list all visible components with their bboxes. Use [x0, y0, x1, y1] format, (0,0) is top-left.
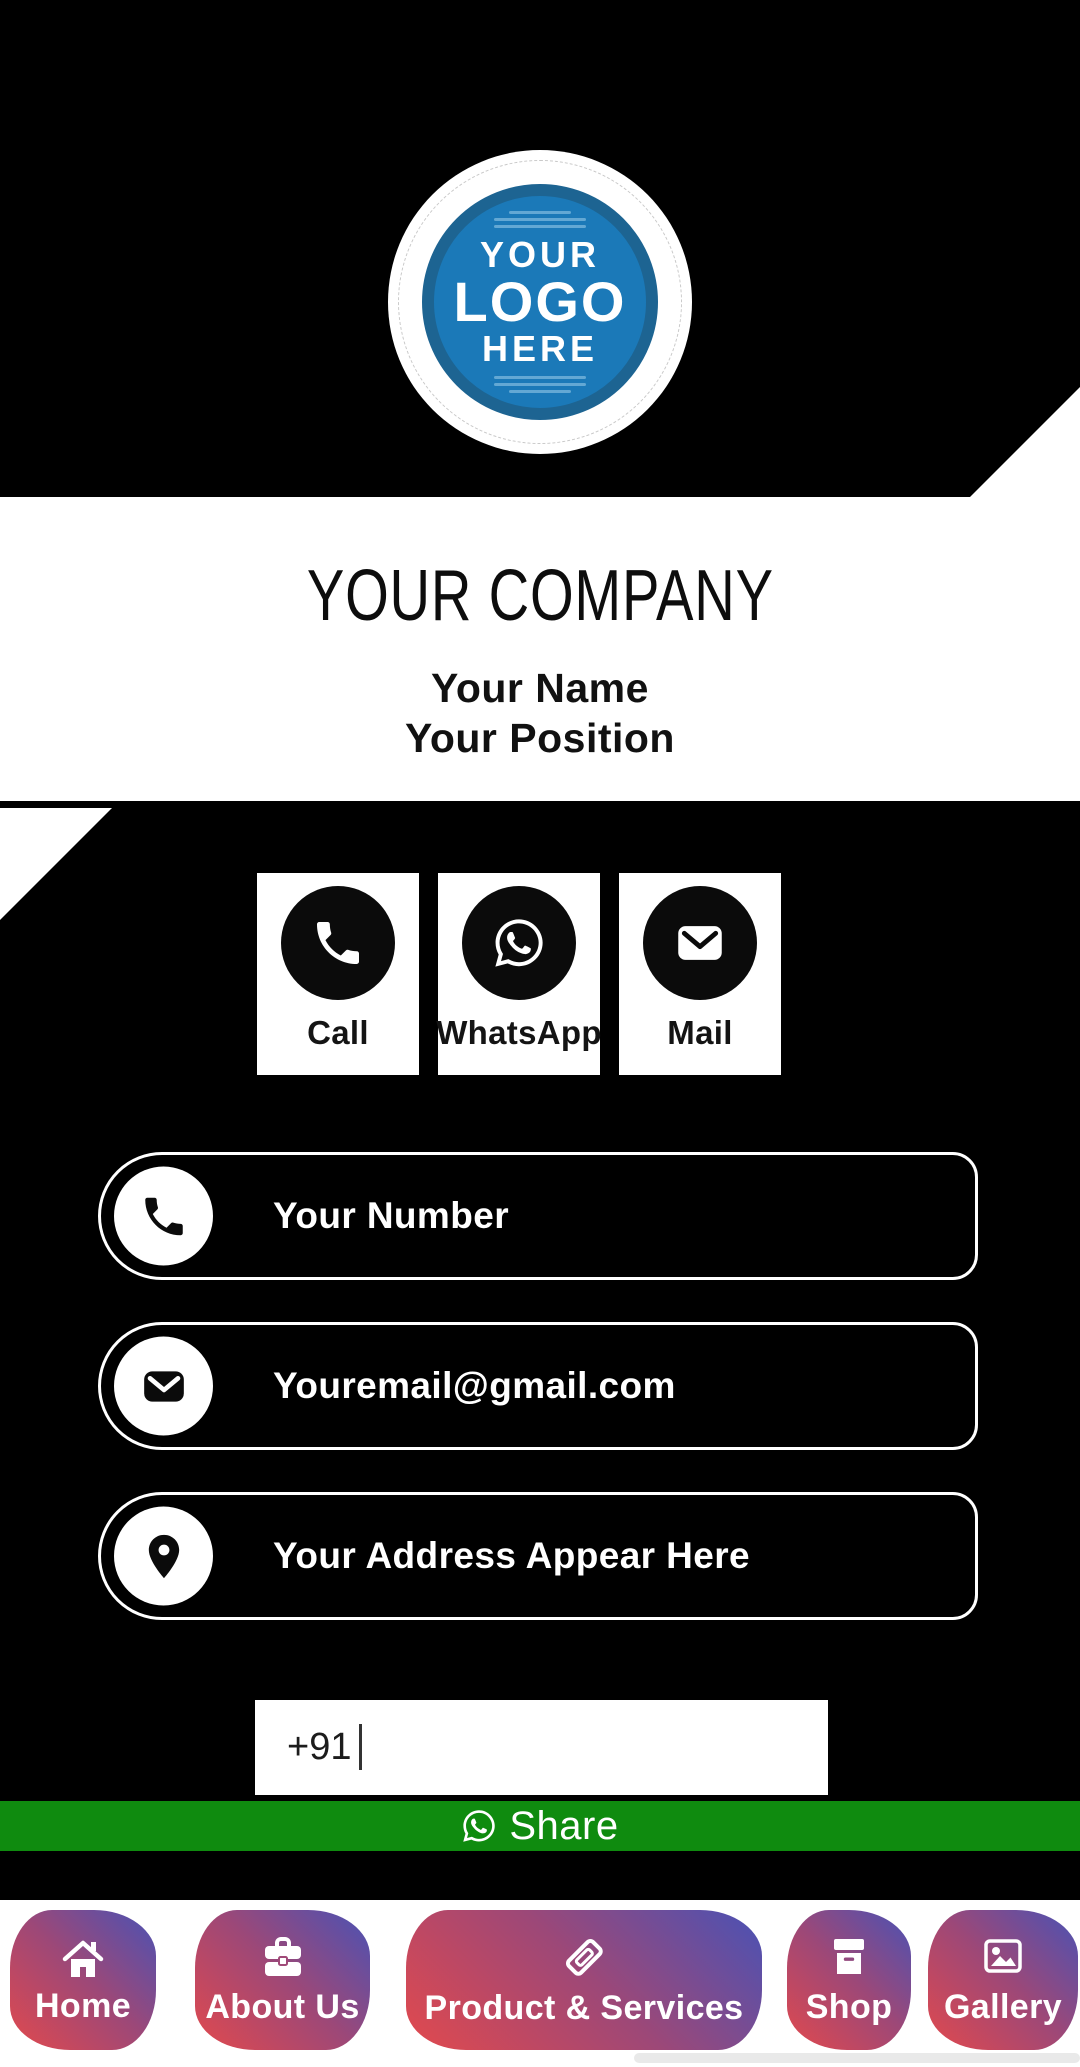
call-button[interactable]	[257, 873, 419, 1075]
text-cursor	[359, 1724, 362, 1770]
mail-label: Mail	[667, 1014, 733, 1051]
call-label: Call	[307, 1014, 369, 1051]
logo-disc	[422, 184, 658, 420]
phone-number-text: Your Number	[273, 1195, 510, 1236]
dark-body-section	[0, 801, 1080, 1900]
home-icon	[59, 1935, 107, 1984]
diagonal-corner-cut	[970, 387, 1080, 497]
mail-icon	[114, 1337, 213, 1436]
header-section	[0, 0, 1080, 497]
phone-icon	[281, 886, 395, 1000]
logo-word-your: YOUR	[479, 234, 600, 276]
whatsapp-button[interactable]	[438, 873, 600, 1075]
phone-input[interactable]	[255, 1700, 828, 1795]
nav-gallery-label: Gallery	[943, 1987, 1063, 2026]
quick-actions-row	[257, 873, 781, 1075]
logo-word-here: HERE	[481, 328, 599, 369]
nav-shop-label: Shop	[805, 1987, 893, 2026]
company-name: YOUR COMPANY	[306, 556, 774, 636]
logo-decorative-lines	[494, 211, 586, 228]
ticket-icon	[560, 1933, 608, 1986]
whatsapp-label: WhatsApp	[436, 1014, 602, 1051]
diagonal-corner-cut	[0, 808, 112, 920]
mail-button[interactable]	[619, 873, 781, 1075]
phone-input-box	[255, 1700, 828, 1795]
nav-shop-button[interactable]	[787, 1910, 911, 2050]
email-text: Youremail@gmail.com	[273, 1365, 676, 1406]
whatsapp-icon	[461, 1808, 497, 1844]
mail-icon	[643, 886, 757, 1000]
bottom-nav	[0, 1900, 1080, 2067]
nav-products-button[interactable]	[406, 1910, 762, 2050]
gallery-icon	[979, 1934, 1027, 1985]
nav-about-label: About Us	[205, 1987, 360, 2026]
logo-word-logo: LOGO	[453, 270, 627, 333]
phone-number-row[interactable]	[98, 1152, 978, 1280]
email-row[interactable]	[98, 1322, 978, 1450]
address-text: Your Address Appear Here	[273, 1535, 751, 1576]
company-logo	[388, 150, 692, 454]
nav-gallery-button[interactable]	[928, 1910, 1078, 2050]
phone-icon	[114, 1167, 213, 1266]
box-icon	[825, 1934, 873, 1985]
nav-products-label: Product & Services	[424, 1988, 744, 2027]
whatsapp-icon	[462, 886, 576, 1000]
company-band	[0, 497, 1080, 801]
address-row[interactable]	[98, 1492, 978, 1620]
share-button[interactable]	[0, 1801, 1080, 1851]
person-name: Your Name	[431, 665, 649, 711]
nav-about-button[interactable]	[195, 1910, 370, 2050]
horizontal-scrollbar[interactable]	[634, 2053, 1080, 2063]
nav-home-label: Home	[34, 1986, 132, 2025]
bottom-nav-row	[10, 1910, 1078, 2050]
nav-home-button[interactable]	[10, 1910, 156, 2050]
location-icon	[114, 1507, 213, 1606]
logo-decorative-lines	[494, 376, 586, 393]
person-position: Your Position	[405, 715, 675, 761]
briefcase-icon	[259, 1934, 307, 1985]
share-label: Share	[509, 1803, 619, 1848]
